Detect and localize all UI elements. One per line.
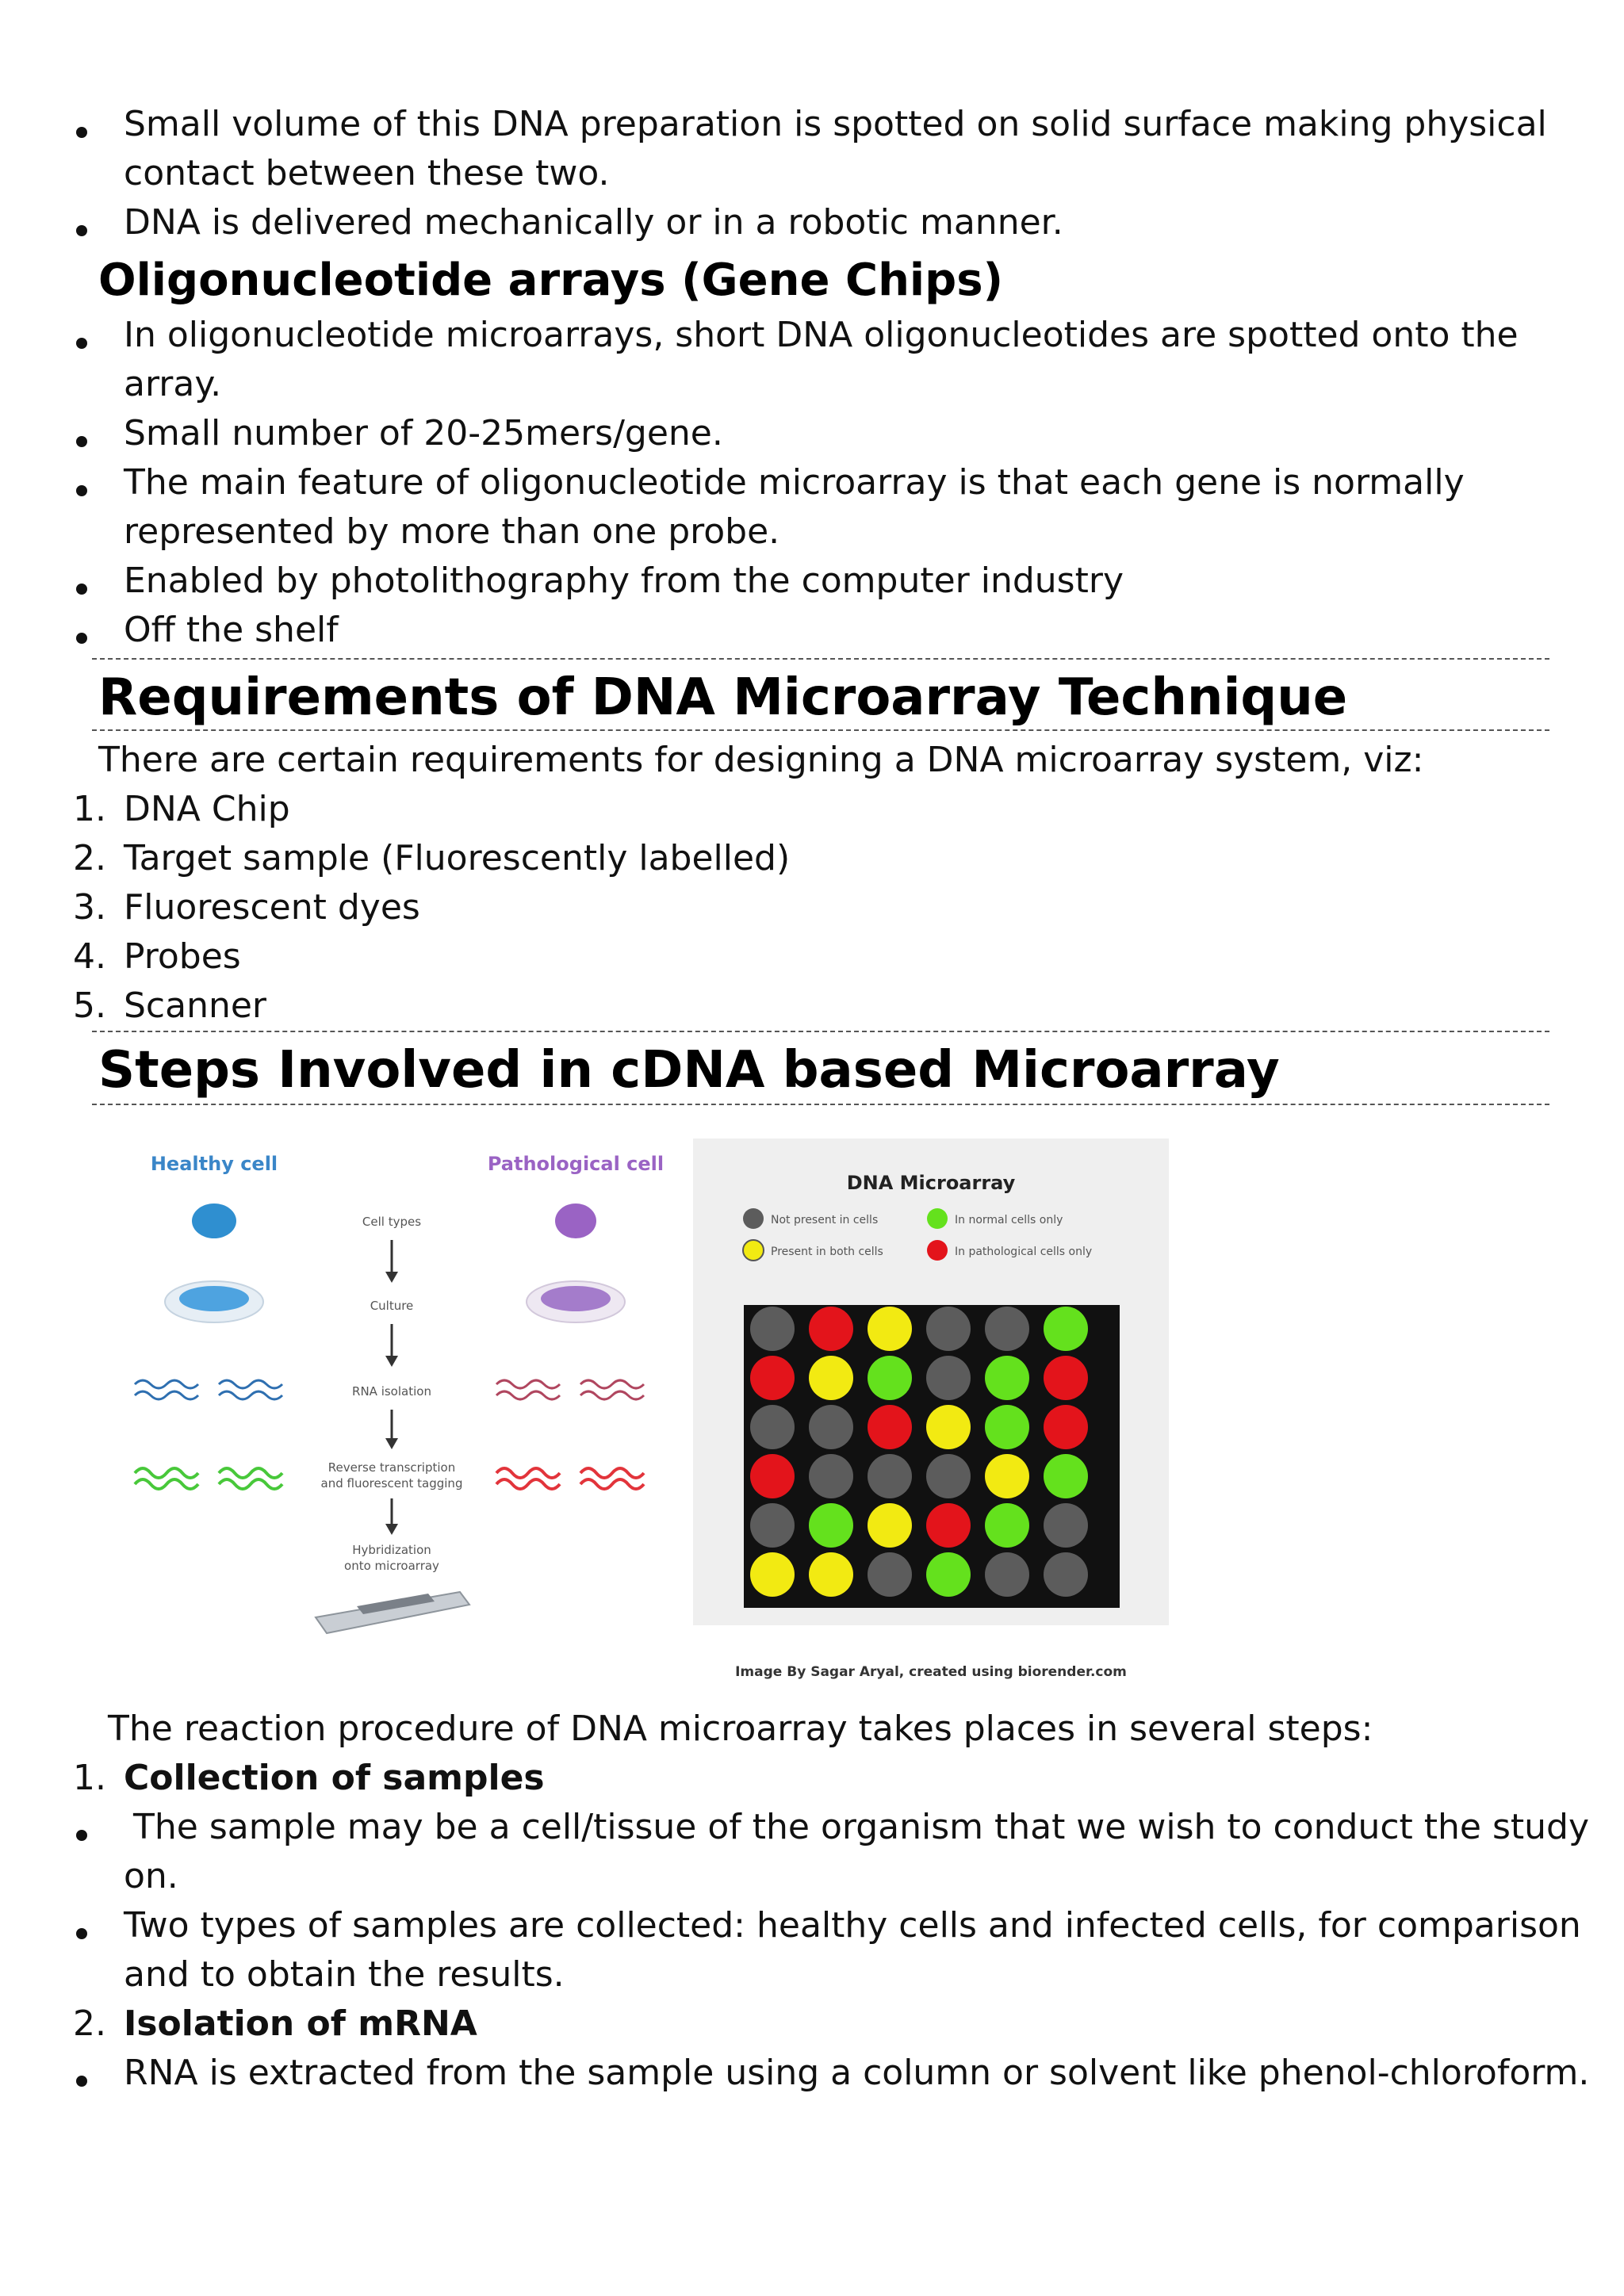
pathological-cell-label: Pathological cell [487, 1153, 665, 1175]
microarray-spot-green [985, 1356, 1029, 1400]
intro-bullet-2: DNA is delivered mechanically or in a robotic manner. [124, 202, 1063, 243]
legend-red-swatch [927, 1240, 948, 1261]
dashed-divider [92, 729, 1549, 731]
bullet-dot [76, 584, 87, 595]
legend-pathological-only: In pathological cells only [955, 1246, 1093, 1258]
requirement-item-2: Target sample (Fluorescently labelled) [124, 838, 791, 878]
list-number: 2. [73, 2003, 106, 2044]
pathological-culture-icon [541, 1286, 611, 1311]
microarray-spot-green [985, 1503, 1029, 1548]
healthy-cell-icon [192, 1203, 236, 1238]
step-1-line-1: The sample may be a cell/tissue of the organism that we wish to conduct the study [133, 1807, 1589, 1847]
step-2-title: Isolation of mRNA [124, 2003, 477, 2044]
intro-bullet-1: Small volume of this DNA preparation is spotted on solid surface making physical [124, 104, 1547, 144]
microarray-slide-icon [316, 1592, 469, 1633]
list-number: 3. [73, 887, 106, 928]
flow-label-hybridization: Hybridization [352, 1543, 431, 1557]
list-number: 1. [73, 789, 106, 829]
list-number: 1. [73, 1758, 106, 1798]
flow-label-reverse-transcription: Reverse transcription [327, 1460, 456, 1475]
microarray-spot-green [809, 1503, 853, 1548]
microarray-spot-red [868, 1405, 912, 1449]
microarray-spot-red [1044, 1405, 1088, 1449]
microarray-spot-red [750, 1454, 795, 1498]
microarray-spot-gray [926, 1356, 971, 1400]
microarray-figure [119, 1126, 1205, 1697]
requirements-intro: There are certain requirements for designing a DNA microarray system, viz: [98, 740, 1424, 780]
oligo-bullet-3: The main feature of oligonucleotide microarray is that each gene is normally [124, 462, 1465, 503]
microarray-spot-yellow [985, 1454, 1029, 1498]
microarray-spot-green [926, 1552, 971, 1597]
requirement-item-4: Probes [124, 936, 241, 977]
microarray-spot-gray [750, 1503, 795, 1548]
legend-gray-swatch [743, 1208, 764, 1229]
healthy-culture-icon [179, 1286, 249, 1311]
microarray-spot-gray [809, 1405, 853, 1449]
microarray-spot-gray [868, 1454, 912, 1498]
dashed-divider [92, 658, 1549, 660]
flow-label-cell-types: Cell types [362, 1215, 422, 1229]
healthy-tagged-cdna-icon [135, 1468, 282, 1489]
list-number: 2. [73, 838, 106, 878]
bullet-dot [76, 1928, 87, 1939]
oligo-bullet-5: Off the shelf [124, 610, 339, 650]
dashed-divider [92, 1031, 1549, 1032]
oligo-bullet-1: In oligonucleotide microarrays, short DNA oligonucleotides are spotted onto the [124, 315, 1519, 355]
step-2-line-1: RNA is extracted from the sample using a column or solvent like phenol-chloroform. [124, 2053, 1590, 2093]
flow-label-fluorescent-tagging: and fluorescent tagging [320, 1476, 463, 1490]
pathological-cell-icon [555, 1203, 596, 1238]
microarray-spot-yellow [809, 1356, 853, 1400]
dashed-divider [92, 1104, 1549, 1105]
microarray-spot-gray [809, 1454, 853, 1498]
legend-normal-only: In normal cells only [955, 1214, 1063, 1226]
requirement-item-3: Fluorescent dyes [124, 887, 420, 928]
healthy-rna-icon [135, 1380, 282, 1399]
legend-yellow-swatch [743, 1240, 764, 1261]
microarray-spot-gray [868, 1552, 912, 1597]
microarray-spot-gray [985, 1552, 1029, 1597]
flow-label-culture: Culture [370, 1299, 414, 1313]
microarray-spot-red [750, 1356, 795, 1400]
oligo-bullet-2: Small number of 20-25mers/gene. [124, 413, 723, 453]
oligo-heading: Oligonucleotide arrays (Gene Chips) [98, 254, 1004, 306]
bullet-dot [76, 633, 87, 644]
list-number: 5. [73, 985, 106, 1026]
bullet-dot [76, 2076, 87, 2087]
step-1-line-2: Two types of samples are collected: healthy cells and infected cells, for comparison [124, 1905, 1581, 1946]
step-1-title: Collection of samples [124, 1758, 545, 1798]
pathological-rna-icon [496, 1380, 644, 1399]
pathological-tagged-cdna-icon [496, 1468, 644, 1489]
microarray-spot-gray [1044, 1503, 1088, 1548]
microarray-spot-red [809, 1307, 853, 1351]
bullet-dot [76, 225, 87, 236]
microarray-spot-gray [750, 1405, 795, 1449]
steps-intro: The reaction procedure of DNA microarray takes places in several steps: [108, 1709, 1373, 1749]
requirement-item-1: DNA Chip [124, 789, 290, 829]
microarray-spot-yellow [868, 1307, 912, 1351]
microarray-spot-gray [985, 1307, 1029, 1351]
figure-svg [119, 1126, 1205, 1697]
steps-heading: Steps Involved in cDNA based Microarray [98, 1041, 1280, 1100]
microarray-panel-title: DNA Microarray [846, 1172, 1016, 1194]
microarray-spot-green [985, 1405, 1029, 1449]
bullet-dot [76, 127, 87, 138]
flow-label-rna-isolation: RNA isolation [352, 1384, 431, 1399]
microarray-spot-yellow [809, 1552, 853, 1597]
healthy-cell-label: Healthy cell [150, 1153, 278, 1175]
bullet-dot [76, 436, 87, 447]
microarray-spot-gray [926, 1307, 971, 1351]
oligo-bullet-1-cont: array. [124, 364, 222, 404]
legend-both-cells: Present in both cells [771, 1246, 883, 1258]
bullet-dot [76, 338, 87, 349]
microarray-spot-yellow [868, 1503, 912, 1548]
list-number: 4. [73, 936, 106, 977]
microarray-spot-green [1044, 1454, 1088, 1498]
oligo-bullet-4: Enabled by photolithography from the computer industry [124, 561, 1124, 601]
microarray-spot-green [1044, 1307, 1088, 1351]
microarray-spot-yellow [926, 1405, 971, 1449]
microarray-spot-gray [926, 1454, 971, 1498]
bullet-dot [76, 1830, 87, 1841]
legend-not-present: Not present in cells [771, 1214, 879, 1226]
microarray-spot-green [868, 1356, 912, 1400]
microarray-spot-red [926, 1503, 971, 1548]
step-1-line-2-cont: and to obtain the results. [124, 1954, 565, 1995]
requirements-heading: Requirements of DNA Microarray Technique [98, 668, 1348, 727]
flow-label-onto-microarray: onto microarray [344, 1559, 439, 1573]
intro-bullet-1-cont: contact between these two. [124, 153, 610, 193]
step-1-line-1-cont: on. [124, 1856, 178, 1896]
bullet-dot [76, 485, 87, 496]
microarray-spot-gray [1044, 1552, 1088, 1597]
figure-credit: Image By Sagar Aryal, created using biorender.com [735, 1664, 1127, 1680]
requirement-item-5: Scanner [124, 985, 267, 1026]
microarray-spot-yellow [750, 1552, 795, 1597]
oligo-bullet-3-cont: represented by more than one probe. [124, 511, 780, 552]
legend-green-swatch [927, 1208, 948, 1229]
microarray-spot-gray [750, 1307, 795, 1351]
microarray-spot-red [1044, 1356, 1088, 1400]
